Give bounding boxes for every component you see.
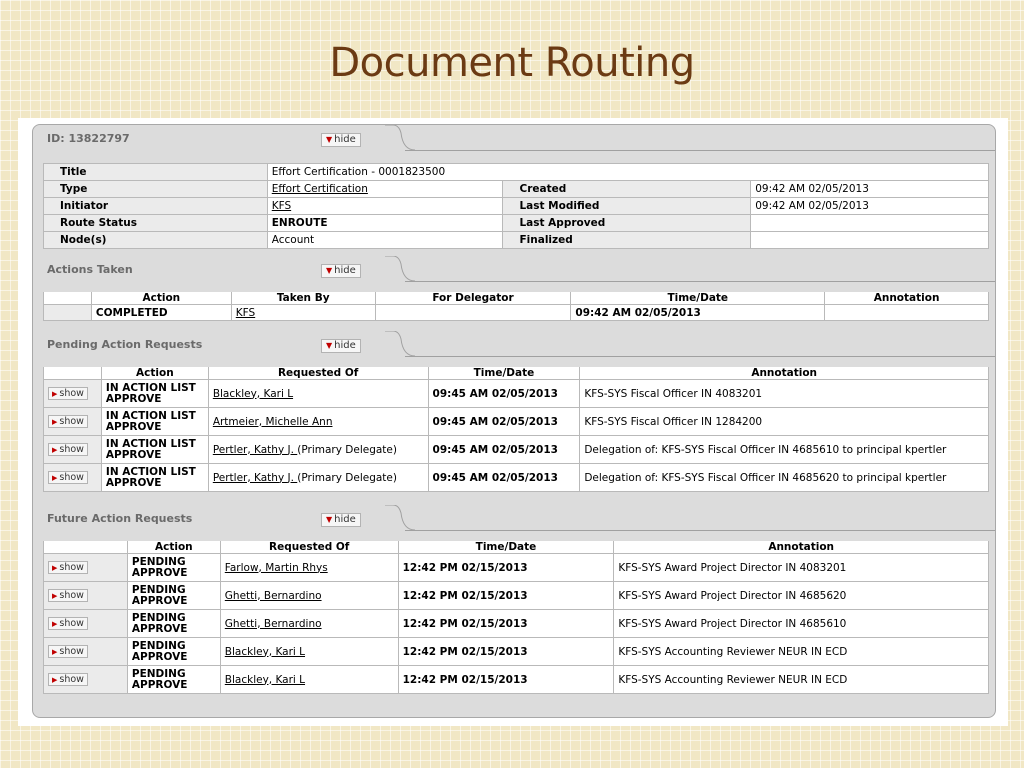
document-header-table: [43, 163, 989, 249]
section-divider: [405, 356, 995, 357]
table-row: [44, 554, 989, 582]
requested-of-cell: Pertler, Kathy J. (Primary Delegate): [208, 464, 428, 492]
table-row: [44, 436, 989, 464]
created-label: Created: [503, 181, 751, 198]
triangle-down-icon: ▼: [326, 266, 333, 275]
annotation-cell: KFS-SYS Accounting Reviewer NEUR IN ECD: [614, 666, 989, 694]
column-header: [44, 541, 128, 554]
column-header: [44, 367, 102, 380]
route-status-value: ENROUTE: [267, 215, 503, 232]
show-button[interactable]: ▶ show: [48, 617, 88, 630]
route-status-label: Route Status: [44, 215, 268, 232]
section-divider: [405, 530, 995, 531]
type-link[interactable]: Effort Certification: [271, 183, 368, 195]
pending-requests-tab: [33, 331, 393, 357]
column-header: For Delegator: [375, 292, 571, 305]
column-header: Annotation: [614, 541, 989, 554]
title-value: Effort Certification - 0001823500: [267, 164, 988, 181]
last-approved-label: Last Approved: [503, 215, 751, 232]
requested-of-link[interactable]: Ghetti, Bernardino: [224, 589, 322, 602]
section-divider: [405, 281, 995, 282]
requested-of-link[interactable]: Pertler, Kathy J.: [212, 443, 298, 456]
annotation-cell: KFS-SYS Fiscal Officer IN 1284200: [580, 408, 989, 436]
type-label: Type: [44, 181, 268, 198]
action-cell: PENDING APPROVE: [127, 638, 220, 666]
future-requests-tab: [33, 505, 393, 531]
document-id: ID: 13822797: [47, 132, 130, 145]
document-tab: [33, 125, 393, 151]
action-cell: IN ACTION LIST APPROVE: [101, 436, 208, 464]
annotation-cell: Delegation of: KFS-SYS Fiscal Officer IN 4685610 to principal kpertler: [580, 436, 989, 464]
column-header: Taken By: [231, 292, 375, 305]
action-cell: PENDING APPROVE: [127, 582, 220, 610]
show-button[interactable]: ▶ show: [48, 589, 88, 602]
route-log-panel: [32, 124, 996, 718]
action-cell: PENDING APPROVE: [127, 610, 220, 638]
nodes-value: Account: [267, 232, 503, 249]
time-cell: 12:42 PM 02/15/2013: [398, 638, 614, 666]
time-cell: 09:45 AM 02/05/2013: [428, 408, 580, 436]
hide-document-button[interactable]: ▼ hide: [321, 133, 361, 147]
time-cell: 12:42 PM 02/15/2013: [398, 610, 614, 638]
action-cell: PENDING APPROVE: [127, 554, 220, 582]
show-button[interactable]: ▶ show: [48, 645, 88, 658]
requested-of-cell: [220, 666, 398, 694]
action-cell: IN ACTION LIST APPROVE: [101, 380, 208, 408]
show-button[interactable]: ▶ show: [48, 443, 88, 456]
last-approved-value: [751, 215, 989, 232]
initiator-link[interactable]: KFS: [271, 200, 292, 212]
time-cell: 09:42 AM 02/05/2013: [571, 305, 825, 321]
created-value: 09:42 AM 02/05/2013: [751, 181, 989, 198]
annotation-cell: KFS-SYS Award Project Director IN 4685610: [614, 610, 989, 638]
nodes-label: Node(s): [44, 232, 268, 249]
annotation-cell: KFS-SYS Award Project Director IN 4083201: [614, 554, 989, 582]
hide-pending-button[interactable]: ▼ hide: [321, 339, 361, 353]
triangle-right-icon: ▶: [52, 446, 58, 454]
triangle-right-icon: ▶: [52, 474, 58, 482]
annotation-cell: KFS-SYS Award Project Director IN 4685620: [614, 582, 989, 610]
triangle-down-icon: ▼: [326, 515, 333, 524]
column-header: Annotation: [825, 292, 989, 305]
section-divider: [405, 150, 995, 151]
requested-of-link[interactable]: Farlow, Martin Rhys: [224, 561, 328, 574]
triangle-right-icon: ▶: [52, 418, 58, 426]
time-cell: 12:42 PM 02/15/2013: [398, 666, 614, 694]
taken-by-cell: [231, 305, 375, 321]
column-header: Action: [101, 367, 208, 380]
column-header: Requested Of: [208, 367, 428, 380]
table-row: [44, 610, 989, 638]
annotation-cell: KFS-SYS Fiscal Officer IN 4083201: [580, 380, 989, 408]
slide-title: Document Routing: [329, 40, 695, 86]
triangle-down-icon: ▼: [326, 135, 333, 144]
column-header: [44, 292, 92, 305]
show-button[interactable]: ▶ show: [48, 415, 88, 428]
tab-curve: [385, 505, 415, 531]
pending-requests-table: [43, 367, 989, 492]
requested-of-link[interactable]: Blackley, Kari L: [224, 673, 306, 686]
annotation-cell: KFS-SYS Accounting Reviewer NEUR IN ECD: [614, 638, 989, 666]
action-cell: PENDING APPROVE: [127, 666, 220, 694]
action-cell: IN ACTION LIST APPROVE: [101, 408, 208, 436]
action-cell: COMPLETED: [91, 305, 231, 321]
actions-taken-table: [43, 292, 989, 321]
time-cell: 12:42 PM 02/15/2013: [398, 582, 614, 610]
table-row: [44, 380, 989, 408]
actions-taken-title: Actions Taken: [47, 263, 133, 276]
show-button[interactable]: ▶ show: [48, 387, 88, 400]
requested-of-link[interactable]: Blackley, Kari L: [212, 387, 294, 400]
column-header: Action: [127, 541, 220, 554]
triangle-right-icon: ▶: [52, 564, 58, 572]
actions-taken-tab: [33, 256, 393, 282]
hide-future-button[interactable]: ▼ hide: [321, 513, 361, 527]
requested-of-cell: [208, 380, 428, 408]
requested-of-link[interactable]: Ghetti, Bernardino: [224, 617, 322, 630]
column-header: Time/Date: [428, 367, 580, 380]
table-row: [44, 305, 989, 321]
requested-of-link[interactable]: Pertler, Kathy J.: [212, 471, 298, 484]
requested-of-cell: [208, 408, 428, 436]
table-row: [44, 638, 989, 666]
column-header: Requested Of: [220, 541, 398, 554]
requested-of-cell: [220, 554, 398, 582]
show-button[interactable]: ▶ show: [48, 561, 88, 574]
requested-of-cell: [220, 582, 398, 610]
tab-curve: [385, 256, 415, 282]
triangle-down-icon: ▼: [326, 341, 333, 350]
tab-curve: [385, 125, 415, 151]
requested-of-cell: [220, 638, 398, 666]
annotation-cell: Delegation of: KFS-SYS Fiscal Officer IN 4685620 to principal kpertler: [580, 464, 989, 492]
last-modified-value: 09:42 AM 02/05/2013: [751, 198, 989, 215]
table-row: [44, 408, 989, 436]
requested-of-cell: Pertler, Kathy J. (Primary Delegate): [208, 436, 428, 464]
last-modified-label: Last Modified: [503, 198, 751, 215]
requested-of-cell: [220, 610, 398, 638]
future-requests-table: [43, 541, 989, 694]
requested-of-link[interactable]: Blackley, Kari L: [224, 645, 306, 658]
requested-of-link[interactable]: Artmeier, Michelle Ann: [212, 415, 333, 428]
initiator-label: Initiator: [44, 198, 268, 215]
time-cell: 09:45 AM 02/05/2013: [428, 380, 580, 408]
delegator-cell: [375, 305, 571, 321]
title-label: Title: [44, 164, 268, 181]
triangle-right-icon: ▶: [52, 390, 58, 398]
time-cell: 12:42 PM 02/15/2013: [398, 554, 614, 582]
table-row: [44, 666, 989, 694]
table-row: [44, 582, 989, 610]
column-header: Time/Date: [571, 292, 825, 305]
show-button[interactable]: ▶ show: [48, 471, 88, 484]
show-button[interactable]: ▶ show: [48, 673, 88, 686]
triangle-right-icon: ▶: [52, 648, 58, 656]
column-header: Annotation: [580, 367, 989, 380]
finalized-value: [751, 232, 989, 249]
triangle-right-icon: ▶: [52, 620, 58, 628]
hide-actions-taken-button[interactable]: ▼ hide: [321, 264, 361, 278]
column-header: Action: [91, 292, 231, 305]
triangle-right-icon: ▶: [52, 676, 58, 684]
taken-by-link[interactable]: KFS: [235, 306, 256, 319]
time-cell: 09:45 AM 02/05/2013: [428, 436, 580, 464]
triangle-right-icon: ▶: [52, 592, 58, 600]
time-cell: 09:45 AM 02/05/2013: [428, 464, 580, 492]
annotation-cell: [825, 305, 989, 321]
tab-curve: [385, 331, 415, 357]
table-row: [44, 464, 989, 492]
action-cell: IN ACTION LIST APPROVE: [101, 464, 208, 492]
finalized-label: Finalized: [503, 232, 751, 249]
future-requests-title: Future Action Requests: [47, 512, 193, 525]
pending-requests-title: Pending Action Requests: [47, 338, 203, 351]
column-header: Time/Date: [398, 541, 614, 554]
